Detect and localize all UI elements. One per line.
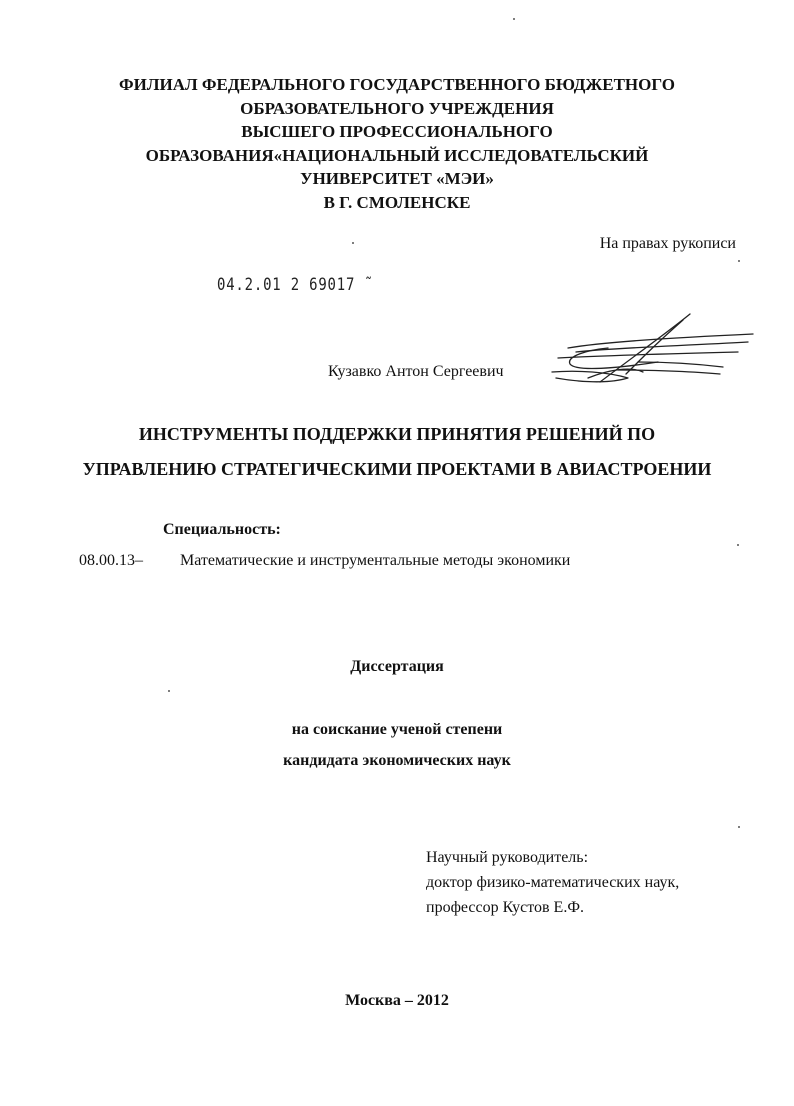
scan-speck	[738, 826, 740, 828]
manuscript-note: На правах рукописи	[599, 235, 736, 252]
specialty-name: Математические и инструментальные методы экономики	[180, 552, 571, 569]
city-year: Москва – 2012	[345, 992, 449, 1009]
supervisor-label: Научный руководитель:	[426, 849, 589, 866]
specialty-label: Специальность:	[163, 521, 281, 538]
institution-line-3: ВЫСШЕГО ПРОФЕССИОНАЛЬНОГО	[241, 122, 553, 141]
institution-line-6: В Г. СМОЛЕНСКЕ	[323, 192, 471, 212]
signature-image	[548, 312, 763, 388]
institution-line-1: ФИЛИАЛ ФЕДЕРАЛЬНОГО ГОСУДАРСТВЕННОГО БЮДЖЕТНОГО	[119, 75, 675, 94]
dissertation-title	[0, 417, 794, 487]
supervisor-name: профессор Кустов Е.Ф.	[426, 899, 584, 916]
scan-speck	[352, 242, 354, 244]
title-line-2: УПРАВЛЕНИЮ СТРАТЕГИЧЕСКИМИ ПРОЕКТАМИ В АВИАСТРОЕНИИ	[82, 459, 712, 479]
institution-line-2: ОБРАЗОВАТЕЛЬНОГО УЧРЕЖДЕНИЯ	[240, 98, 554, 118]
institution-header	[0, 73, 794, 214]
registration-number: 04.2.01 2 69017 ˜	[217, 275, 374, 295]
scan-speck	[168, 690, 170, 692]
author-name: Кузавко Антон Сергеевич	[328, 363, 504, 380]
supervisor-degree: доктор физико-математических наук,	[426, 874, 680, 891]
degree-line-2: кандидата экономических наук	[283, 752, 511, 769]
specialty-code: 08.00.13–	[79, 552, 143, 569]
scan-speck	[513, 18, 515, 20]
institution-line-4: ОБРАЗОВАНИЯ«НАЦИОНАЛЬНЫЙ ИССЛЕДОВАТЕЛЬСКИЙ	[145, 145, 649, 165]
scan-speck	[737, 544, 739, 546]
institution-line-5: УНИВЕРСИТЕТ «МЭИ»	[300, 169, 494, 188]
title-line-1: ИНСТРУМЕНТЫ ПОДДЕРЖКИ ПРИНЯТИЯ РЕШЕНИЙ ПО	[138, 424, 656, 444]
document-type: Диссертация	[350, 658, 444, 675]
degree-line-1: на соискание ученой степени	[291, 721, 503, 738]
supervisor-block	[426, 845, 679, 920]
scan-speck	[738, 260, 740, 262]
